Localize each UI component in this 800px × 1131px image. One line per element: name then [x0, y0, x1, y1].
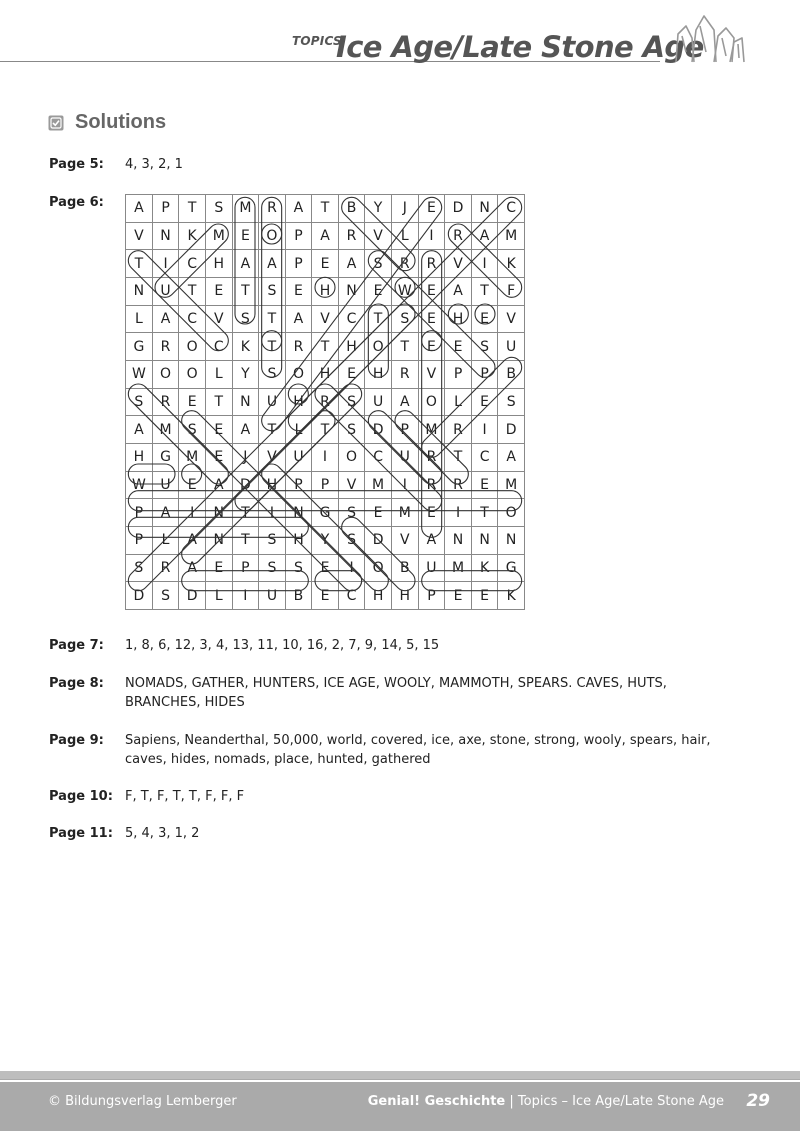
grid-cell: D [126, 582, 153, 610]
grid-cell: R [152, 388, 179, 416]
grid-cell: N [498, 526, 525, 554]
grid-cell: U [152, 277, 179, 305]
grid-cell: S [338, 526, 365, 554]
grid-cell: T [179, 195, 206, 223]
grid-cell: L [152, 526, 179, 554]
grid-cell: A [126, 416, 153, 444]
grid-cell: R [152, 333, 179, 361]
grid-cell: M [418, 416, 445, 444]
grid-cell: N [471, 526, 497, 554]
grid-cell: E [312, 554, 339, 582]
grid-cell: H [312, 360, 339, 388]
grid-cell: H [205, 250, 232, 278]
answer-label: Page 11: [49, 826, 113, 841]
grid-cell: C [179, 250, 206, 278]
grid-row [126, 195, 525, 223]
grid-row [126, 471, 525, 499]
grid-cell: D [232, 471, 259, 499]
grid-cell: T [259, 416, 286, 444]
answer-label: Page 5: [49, 157, 104, 172]
grid-cell: A [232, 416, 259, 444]
grid-row [126, 222, 525, 250]
grid-cell: M [498, 222, 525, 250]
grid-cell: H [285, 388, 312, 416]
grid-cell: I [471, 250, 497, 278]
grid-cell: I [471, 416, 497, 444]
grid-cell: O [338, 443, 365, 471]
grid-cell: I [445, 499, 472, 527]
grid-cell: A [179, 526, 206, 554]
grid-cell: H [391, 582, 418, 610]
footer-copyright: © Bildungsverlag Lemberger [48, 1094, 237, 1109]
grid-cell: T [445, 443, 472, 471]
grid-cell: R [445, 471, 472, 499]
grid-cell: O [498, 499, 525, 527]
grid-row [126, 416, 525, 444]
grid-cell: O [179, 333, 206, 361]
grid-cell: S [259, 277, 286, 305]
checkbox-icon [48, 115, 64, 131]
grid-cell: L [205, 360, 232, 388]
answer-label: Page 9: [49, 733, 104, 748]
grid-cell: T [391, 333, 418, 361]
grid-row [126, 554, 525, 582]
grid-cell: A [152, 499, 179, 527]
grid-cell: E [471, 388, 497, 416]
grid-row [126, 526, 525, 554]
grid-cell: M [365, 471, 392, 499]
footer-series [368, 1094, 724, 1109]
grid-cell: L [445, 388, 472, 416]
grid-cell: P [391, 416, 418, 444]
grid-cell: V [259, 443, 286, 471]
grid-cell: P [285, 222, 312, 250]
grid-row [126, 388, 525, 416]
grid-cell: C [471, 443, 497, 471]
answer-value: Sapiens, Neanderthal, 50,000, world, covered, ice, axe, stone, strong, wooly, spears, hair, caves, hides, nomads, place, hunted, gathered [125, 733, 711, 767]
grid-cell: A [285, 195, 312, 223]
grid-cell: M [205, 222, 232, 250]
grid-cell: S [179, 416, 206, 444]
grid-cell: T [312, 333, 339, 361]
grid-cell: H [338, 333, 365, 361]
grid-row [126, 250, 525, 278]
grid-cell: U [285, 443, 312, 471]
grid-cell: E [312, 250, 339, 278]
grid-cell: E [418, 305, 445, 333]
grid-cell: R [418, 471, 445, 499]
grid-cell: N [205, 499, 232, 527]
grid-cell: I [179, 499, 206, 527]
grid-cell: E [205, 277, 232, 305]
grid-cell: O [285, 360, 312, 388]
grid-cell: T [232, 499, 259, 527]
grid-cell: O [418, 388, 445, 416]
grid-cell: E [312, 582, 339, 610]
grid-cell: A [498, 443, 525, 471]
grid-cell: I [232, 582, 259, 610]
answer-value: NOMADS, GATHER, HUNTERS, ICE AGE, WOOLY, MAMMOTH, SPEARS. CAVES, HUTS, BRANCHES, HIDES [125, 676, 667, 710]
grid-cell: B [498, 360, 525, 388]
grid-cell: A [152, 305, 179, 333]
grid-cell: P [126, 499, 153, 527]
grid-cell: R [391, 360, 418, 388]
grid-row [126, 333, 525, 361]
grid-cell: A [338, 250, 365, 278]
grid-cell: S [471, 333, 497, 361]
grid-cell: E [232, 222, 259, 250]
grid-cell: V [312, 305, 339, 333]
grid-cell: A [205, 471, 232, 499]
grid-cell: S [365, 250, 392, 278]
grid-row [126, 305, 525, 333]
grid-cell: K [498, 582, 525, 610]
grid-cell: E [418, 499, 445, 527]
grid-cell: E [338, 360, 365, 388]
grid-cell: T [312, 416, 339, 444]
grid-cell: H [312, 277, 339, 305]
grid-cell: R [338, 222, 365, 250]
grid-cell: T [365, 305, 392, 333]
page-title: Ice Age/Late Stone Age [336, 30, 704, 64]
grid-cell: M [152, 416, 179, 444]
grid-cell: G [152, 443, 179, 471]
grid-cell: W [126, 360, 153, 388]
grid-cell: P [418, 582, 445, 610]
grid-cell: C [338, 582, 365, 610]
page-number: 29 [746, 1091, 770, 1111]
grid-cell: E [471, 582, 497, 610]
grid-cell: K [498, 250, 525, 278]
crystal-mountain-icon [672, 12, 748, 66]
grid-cell: U [152, 471, 179, 499]
grid-cell: U [391, 443, 418, 471]
grid-cell: N [126, 277, 153, 305]
grid-cell: M [391, 499, 418, 527]
grid-cell: V [445, 250, 472, 278]
grid-cell: P [285, 471, 312, 499]
grid-cell: A [179, 554, 206, 582]
grid-cell: O [259, 222, 286, 250]
grid-cell: O [179, 360, 206, 388]
grid-cell: K [471, 554, 497, 582]
grid-cell: P [312, 471, 339, 499]
grid-cell: S [391, 305, 418, 333]
grid-cell: N [232, 388, 259, 416]
grid-cell: R [259, 195, 286, 223]
grid-cell: G [312, 499, 339, 527]
grid-cell: A [391, 388, 418, 416]
grid-cell: S [498, 388, 525, 416]
grid-cell: I [312, 443, 339, 471]
grid-cell: U [259, 388, 286, 416]
grid-cell: D [498, 416, 525, 444]
grid-cell: E [418, 277, 445, 305]
grid-cell: S [232, 305, 259, 333]
grid-cell: N [285, 499, 312, 527]
grid-cell: R [391, 250, 418, 278]
grid-cell: K [232, 333, 259, 361]
grid-cell: C [338, 305, 365, 333]
grid-cell: E [205, 554, 232, 582]
grid-cell: I [152, 250, 179, 278]
grid-cell: T [471, 499, 497, 527]
grid-cell: N [471, 195, 497, 223]
grid-cell: H [126, 443, 153, 471]
grid-cell: L [126, 305, 153, 333]
grid-cell: E [365, 499, 392, 527]
grid-cell: W [391, 277, 418, 305]
grid-cell: J [391, 195, 418, 223]
answer-label: Page 6: [49, 195, 104, 210]
grid-cell: L [391, 222, 418, 250]
grid-cell: N [152, 222, 179, 250]
grid-cell: D [179, 582, 206, 610]
grid-cell: I [391, 471, 418, 499]
grid-cell: E [445, 333, 472, 361]
grid-cell: D [365, 416, 392, 444]
grid-cell: S [259, 554, 286, 582]
grid-cell: R [312, 388, 339, 416]
grid-cell: E [285, 277, 312, 305]
grid-cell: P [285, 250, 312, 278]
solutions-heading: Solutions [75, 111, 167, 133]
grid-cell: L [285, 416, 312, 444]
grid-cell: A [445, 277, 472, 305]
grid-cell: A [126, 195, 153, 223]
grid-cell: D [445, 195, 472, 223]
answer-value: 4, 3, 2, 1 [125, 157, 183, 172]
grid-cell: O [152, 360, 179, 388]
grid-cell: S [285, 554, 312, 582]
grid-cell: U [418, 554, 445, 582]
footer-series-name: Genial! Geschichte [367, 1094, 506, 1109]
answer-value: F, T, F, T, T, F, F, F [125, 789, 245, 804]
grid-cell: S [126, 554, 153, 582]
answer-label: Page 10: [49, 789, 113, 804]
grid-cell: A [418, 526, 445, 554]
grid-cell: H [259, 471, 286, 499]
grid-cell: U [498, 333, 525, 361]
grid-cell: V [391, 526, 418, 554]
grid-cell: P [152, 195, 179, 223]
grid-cell: T [232, 526, 259, 554]
grid-cell: S [338, 416, 365, 444]
grid-cell: E [365, 277, 392, 305]
header-topics-label: TOPICS [292, 34, 342, 48]
grid-cell: M [445, 554, 472, 582]
grid-cell: E [179, 471, 206, 499]
grid-cell: E [445, 582, 472, 610]
grid-cell: T [205, 388, 232, 416]
grid-cell: R [285, 333, 312, 361]
grid-cell: S [126, 388, 153, 416]
grid-cell: N [338, 277, 365, 305]
grid-cell: Y [312, 526, 339, 554]
grid-cell: C [205, 333, 232, 361]
grid-cell: I [259, 499, 286, 527]
grid-cell: R [445, 222, 472, 250]
grid-cell: C [179, 305, 206, 333]
grid-row [126, 360, 525, 388]
grid-cell: H [285, 526, 312, 554]
grid-cell: T [471, 277, 497, 305]
grid-cell: G [498, 554, 525, 582]
grid-cell: V [205, 305, 232, 333]
grid-cell: S [259, 526, 286, 554]
grid-cell: E [205, 443, 232, 471]
grid-cell: G [126, 333, 153, 361]
grid-cell: S [259, 360, 286, 388]
grid-cell: V [365, 222, 392, 250]
grid-cell: S [338, 499, 365, 527]
grid-cell: R [152, 554, 179, 582]
grid-cell: I [338, 554, 365, 582]
grid-cell: Y [232, 360, 259, 388]
grid-cell: R [445, 416, 472, 444]
grid-cell: C [498, 195, 525, 223]
grid-cell: A [471, 222, 497, 250]
grid-cell: M [498, 471, 525, 499]
grid-cell: P [445, 360, 472, 388]
grid-cell: A [285, 305, 312, 333]
grid-cell: M [232, 195, 259, 223]
grid-cell: T [259, 333, 286, 361]
grid-cell: E [418, 195, 445, 223]
grid-cell: B [391, 554, 418, 582]
grid-cell: V [418, 360, 445, 388]
grid-cell: P [126, 526, 153, 554]
grid-row [126, 582, 525, 610]
grid-cell: M [179, 443, 206, 471]
grid-cell: O [365, 333, 392, 361]
grid-cell: V [338, 471, 365, 499]
grid-cell: H [365, 360, 392, 388]
answer-value: 1, 8, 6, 12, 3, 4, 13, 11, 10, 16, 2, 7, 9, 14, 5, 15 [125, 638, 440, 653]
grid-cell: E [179, 388, 206, 416]
grid-cell: I [418, 222, 445, 250]
answer-label: Page 7: [49, 638, 104, 653]
grid-cell: P [471, 360, 497, 388]
grid-cell: B [285, 582, 312, 610]
grid-cell: T [259, 305, 286, 333]
grid-cell: T [312, 195, 339, 223]
grid-cell: E [205, 416, 232, 444]
grid-cell: J [232, 443, 259, 471]
grid-cell: E [471, 471, 497, 499]
grid-row [126, 443, 525, 471]
grid-cell: N [445, 526, 472, 554]
grid-cell: S [152, 582, 179, 610]
grid-cell: H [365, 582, 392, 610]
grid-cell: U [259, 582, 286, 610]
grid-cell: H [445, 305, 472, 333]
grid-cell: N [205, 526, 232, 554]
grid-cell: P [232, 554, 259, 582]
grid-cell: S [205, 195, 232, 223]
answer-label: Page 8: [49, 676, 104, 691]
grid-cell: C [365, 443, 392, 471]
grid-row [126, 499, 525, 527]
footer-subtitle: | Topics – Ice Age/Late Stone Age [505, 1094, 724, 1109]
grid-cell: A [312, 222, 339, 250]
grid-cell: E [471, 305, 497, 333]
grid-cell: Y [365, 195, 392, 223]
grid-cell: U [365, 388, 392, 416]
grid-cell: L [205, 582, 232, 610]
grid-cell: V [498, 305, 525, 333]
grid-cell: S [338, 388, 365, 416]
grid-cell: A [232, 250, 259, 278]
grid-cell: V [126, 222, 153, 250]
grid-cell: K [179, 222, 206, 250]
grid-cell: E [418, 333, 445, 361]
grid-cell: R [418, 443, 445, 471]
grid-row [126, 277, 525, 305]
grid-cell: A [259, 250, 286, 278]
grid-cell: D [365, 526, 392, 554]
grid-cell: W [126, 471, 153, 499]
footer-stripe [0, 1071, 800, 1079]
grid-cell: R [418, 250, 445, 278]
grid-cell: T [232, 277, 259, 305]
footer-divider [0, 1080, 800, 1082]
grid-cell: B [338, 195, 365, 223]
word-search-grid [125, 194, 525, 610]
answer-value: 5, 4, 3, 1, 2 [125, 826, 200, 841]
grid-cell: F [498, 277, 525, 305]
grid-cell: T [179, 277, 206, 305]
grid-cell: T [126, 250, 153, 278]
grid-cell: O [365, 554, 392, 582]
